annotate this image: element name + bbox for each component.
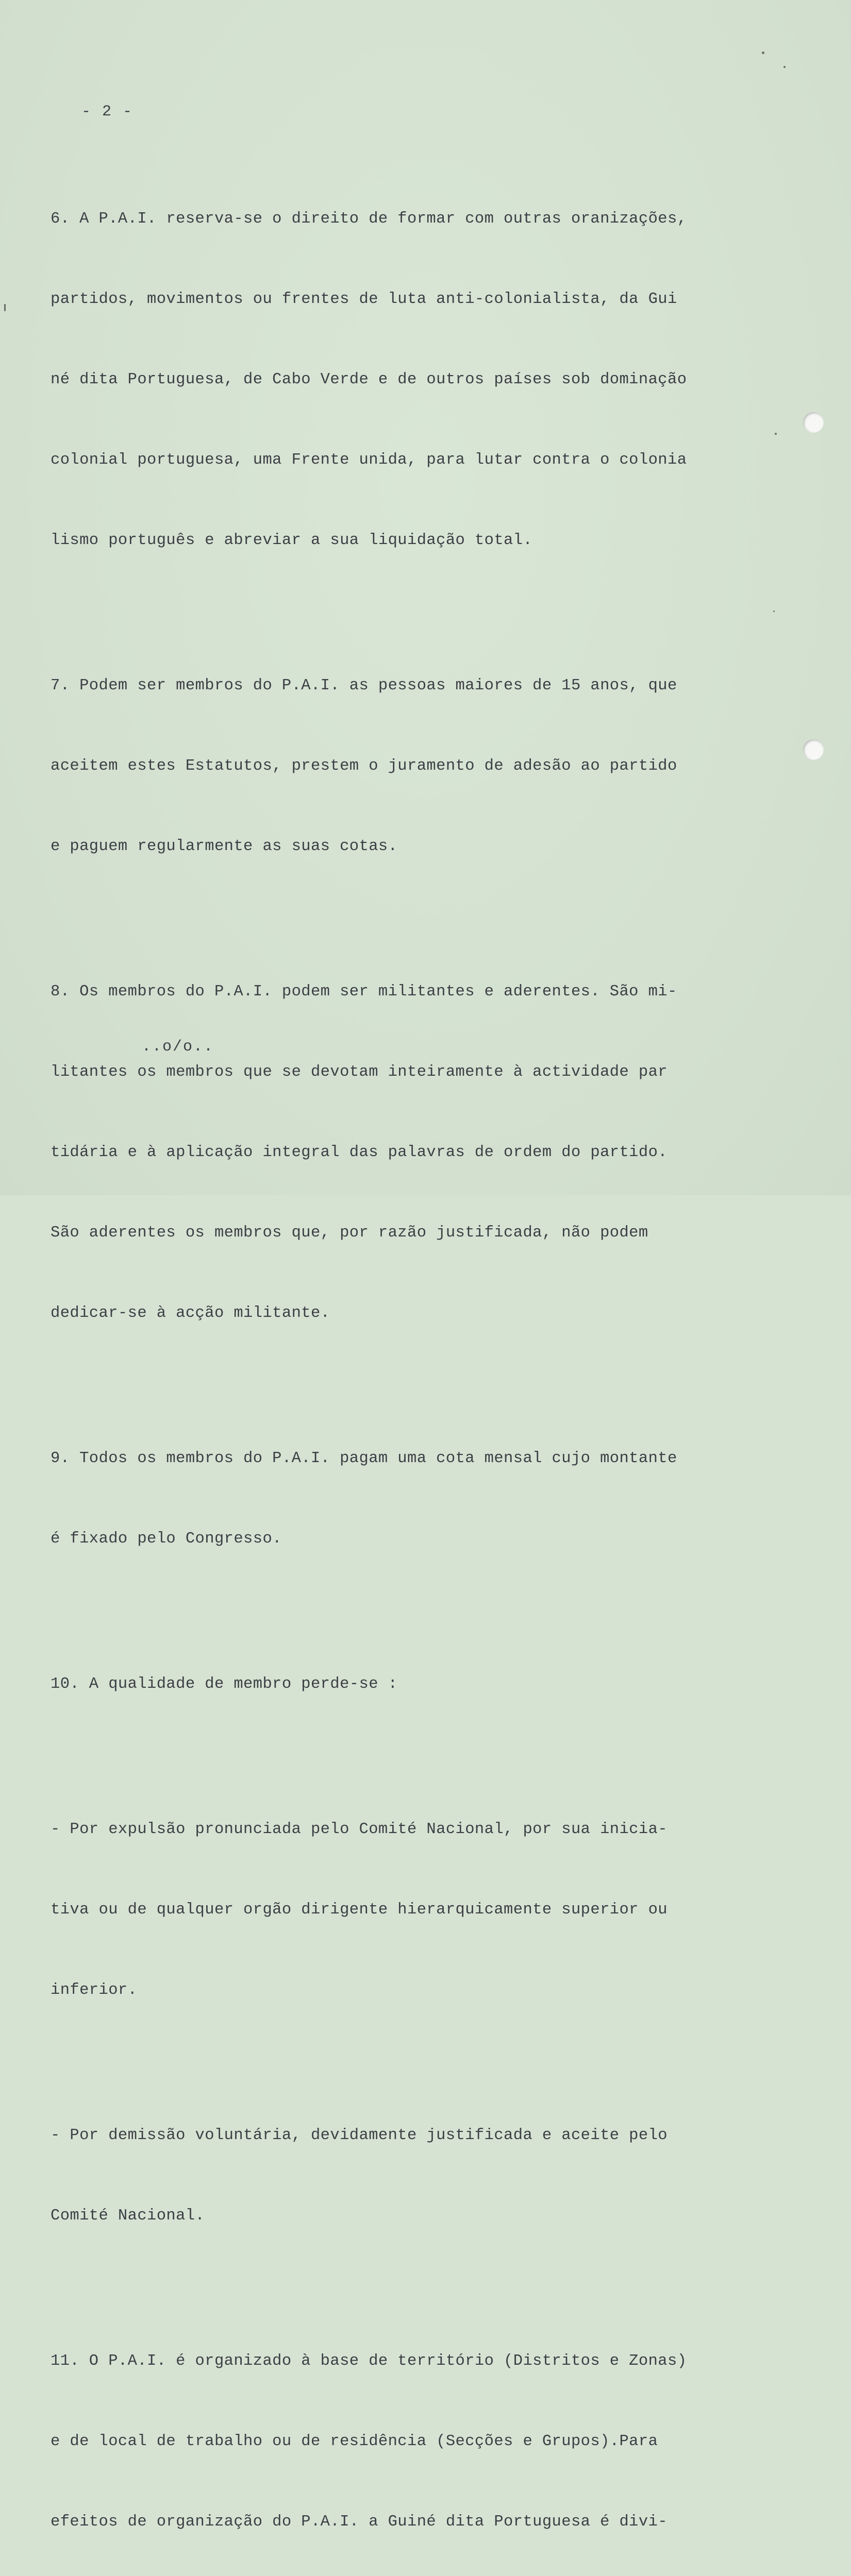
paragraph-11 (51, 2294, 721, 2576)
text-line: e de local de trabalho ou de residência (Secções e Grupos).Para (51, 2433, 658, 2450)
text-line: colonial portuguesa, uma Frente unida, para lutar contra o colonia (51, 451, 687, 469)
text-line: - Por expulsão pronunciada pelo Comité Nacional, por sua inicia- (51, 1821, 668, 1838)
text-line: é fixado pelo Congresso. (51, 1530, 282, 1548)
text-line: tidária e à aplicação integral das palavras de ordem do partido. (51, 1144, 668, 1161)
text-line: e paguem regularmente as suas cotas. (51, 838, 398, 855)
text-line: litantes os membros que se devotam inteiramente à actividade par (51, 1063, 668, 1081)
text-line: efeitos de organização do P.A.I. a Guiné dita Portuguesa é divi- (51, 2513, 668, 2531)
text-line: 8. Os membros do P.A.I. podem ser militantes e aderentes. São mi- (51, 983, 677, 1001)
paragraph-10 (51, 1617, 721, 1751)
page-number: - 2 - (81, 103, 134, 121)
text-line: São aderentes os membros que, por razão justificada, não podem (51, 1224, 648, 1242)
text-line: 9. Todos os membros do P.A.I. pagam uma cota mensal cujo montante (51, 1450, 677, 1467)
text-line: né dita Portuguesa, de Cabo Verde e de outros países sob dominação (51, 371, 687, 388)
text-line: - Por demissão voluntária, devidamente justificada e aceite pelo (51, 2127, 668, 2144)
paragraph-6 (51, 152, 721, 607)
text-line: Comité Nacional. (51, 2207, 205, 2225)
paragraph-7 (51, 619, 721, 913)
paragraph-10-item-2 (51, 2069, 721, 2283)
punch-hole (803, 739, 824, 760)
text-line: partidos, movimentos ou frentes de luta anti-colonialista, da Gui (51, 291, 677, 308)
text-line: aceitem estes Estatutos, prestem o juramento de adesão ao partido (51, 757, 677, 775)
text-line: 11. O P.A.I. é organizado à base de território (Distritos e Zonas) (51, 2352, 687, 2370)
text-line: inferior. (51, 1981, 138, 1999)
text-line: dedicar-se à acção militante. (51, 1304, 330, 1322)
continuation-mark: ..o/o.. (142, 1038, 214, 1056)
paper-speck (4, 304, 6, 311)
text-line: 10. A qualidade de membro perde-se : (51, 1675, 398, 1693)
paper-speck (762, 52, 764, 54)
punch-hole (803, 412, 824, 433)
text-line: 7. Podem ser membros do P.A.I. as pessoas maiores de 15 anos, que (51, 677, 677, 694)
text-line: tiva ou de qualquer orgão dirigente hierarquicamente superior ou (51, 1901, 668, 1919)
paragraph-10-item-1 (51, 1762, 721, 2057)
document-body (51, 152, 721, 2576)
text-line: lismo português e abreviar a sua liquidação total. (51, 532, 533, 549)
paper-speck (775, 433, 777, 435)
text-line: 6. A P.A.I. reserva-se o direito de formar com outras oranizações, (51, 210, 687, 228)
paper-speck (783, 66, 786, 68)
paragraph-9 (51, 1392, 721, 1606)
paragraph-8 (51, 925, 721, 1380)
paper-speck (773, 611, 775, 612)
